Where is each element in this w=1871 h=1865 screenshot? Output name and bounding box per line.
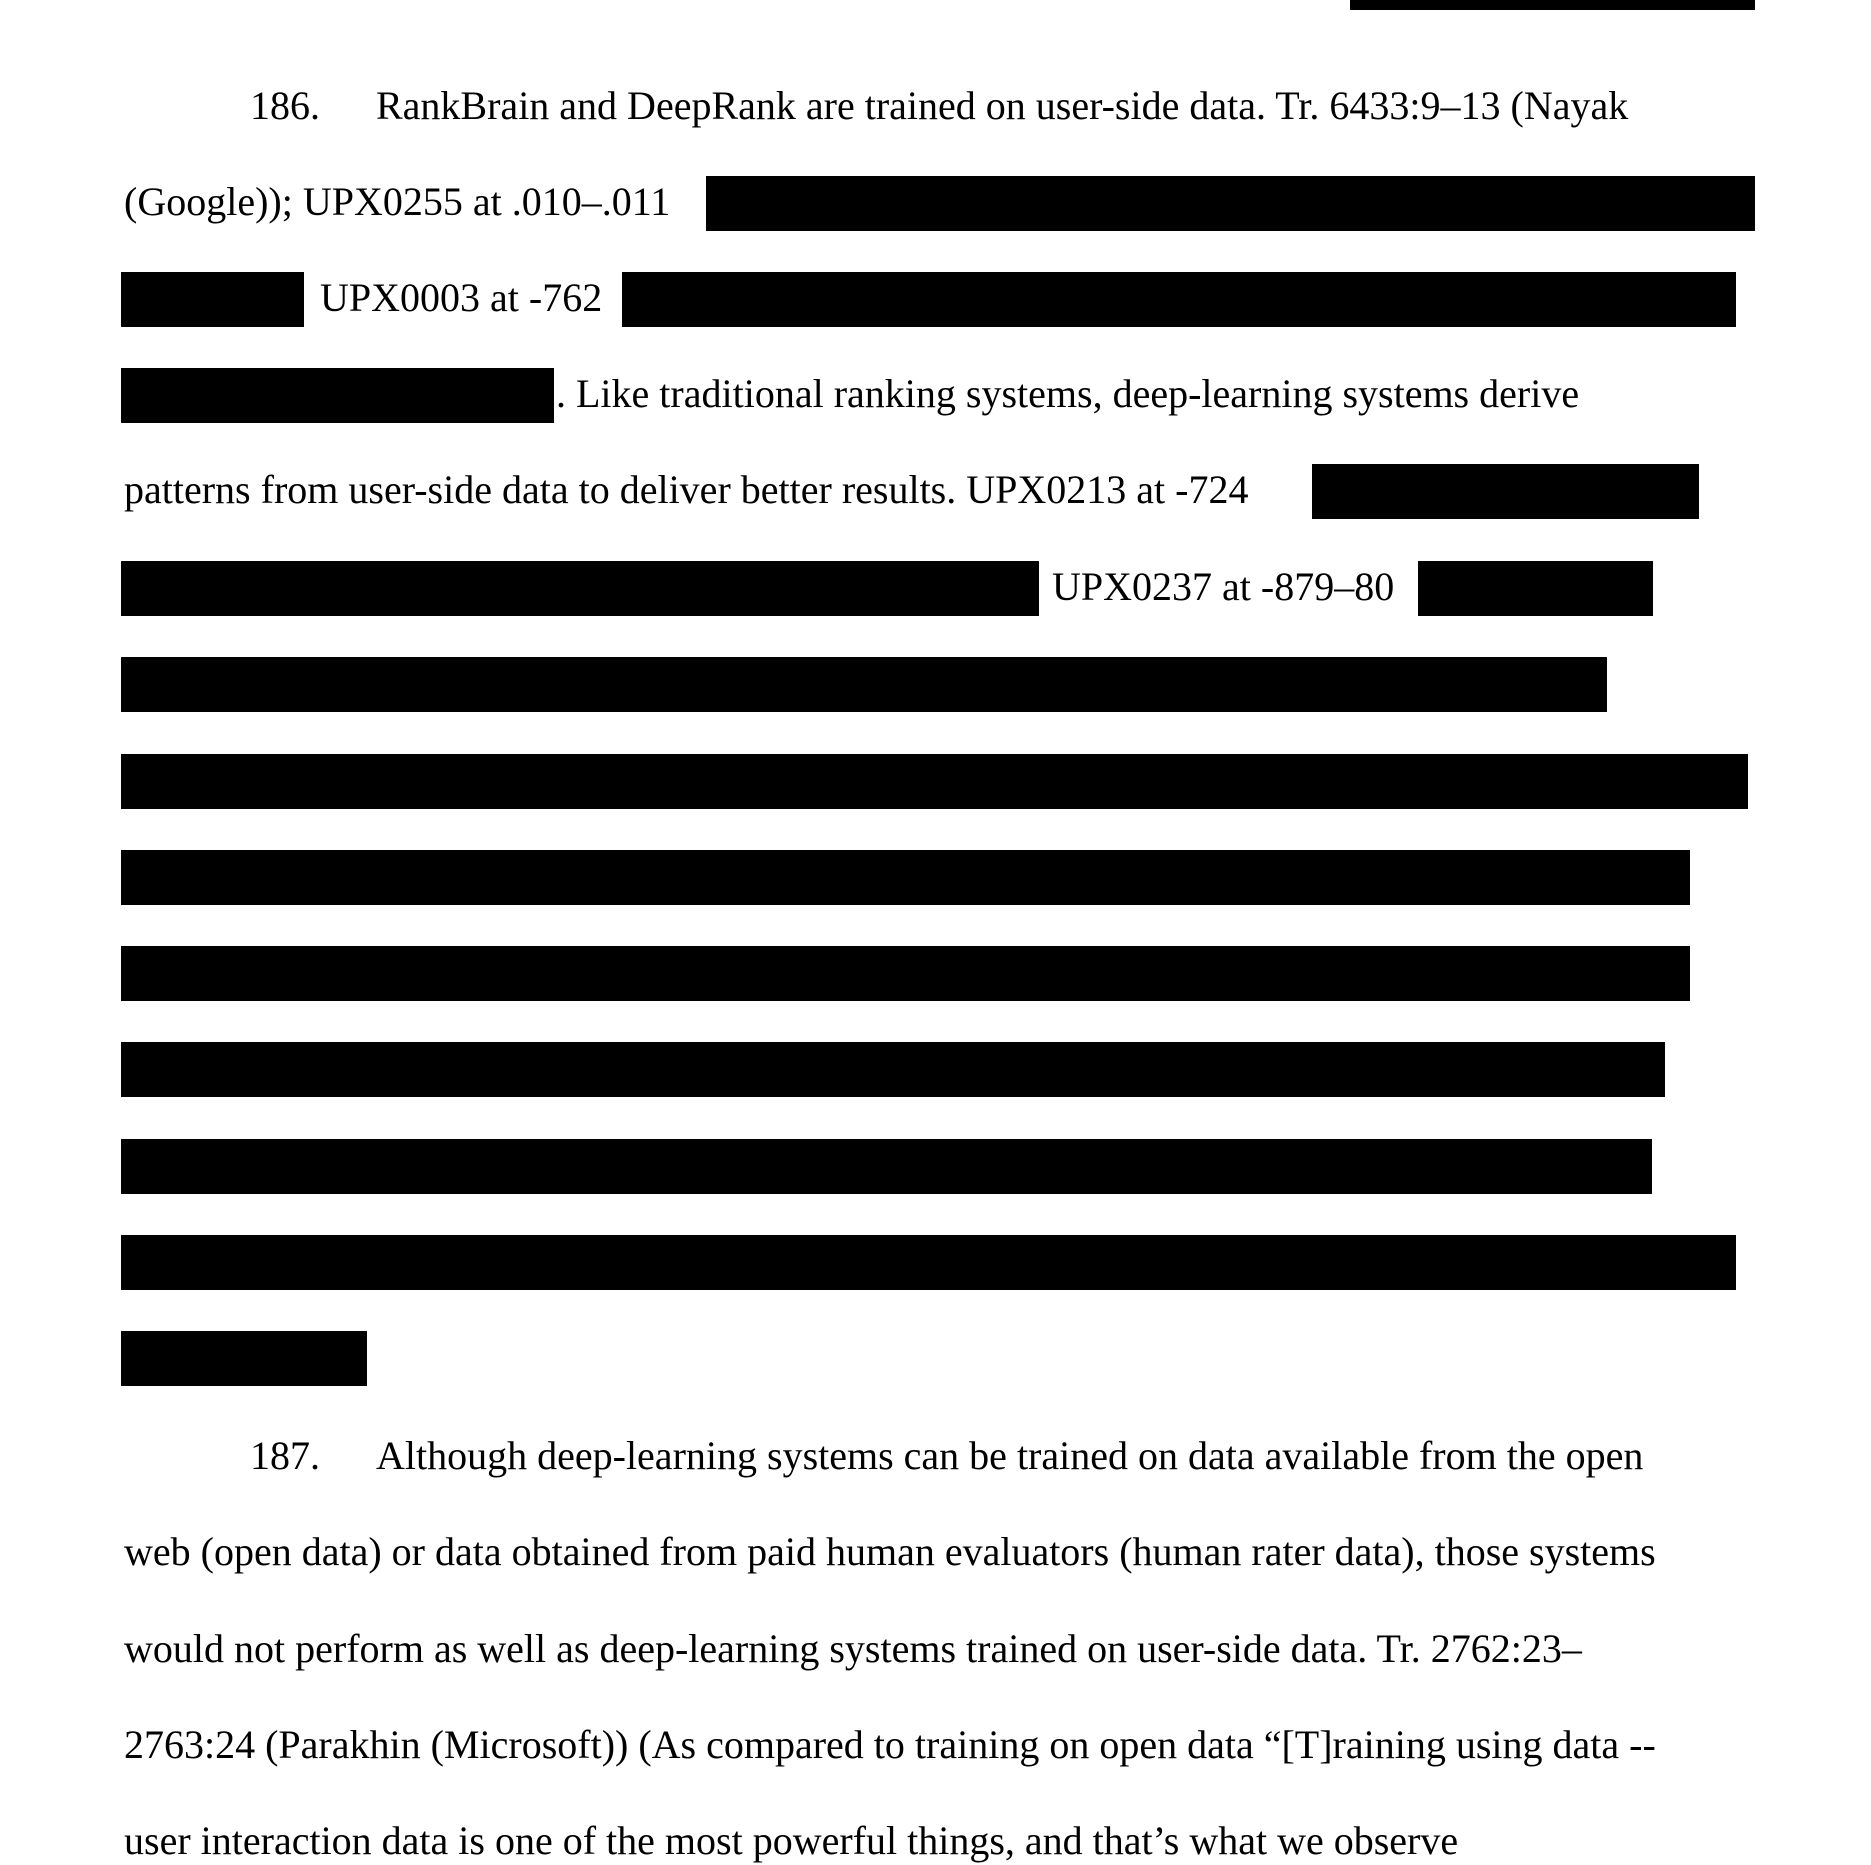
paragraph-number: 186. bbox=[250, 83, 320, 128]
redaction-block bbox=[121, 850, 1690, 905]
text-line: RankBrain and DeepRank are trained on user-side data. Tr. 6433:9–13 (Nayak bbox=[376, 83, 1629, 128]
redaction-block bbox=[1312, 464, 1699, 519]
text-line: UPX0003 at -762 bbox=[320, 275, 603, 320]
text-line: UPX0237 at -879–80 bbox=[1052, 564, 1395, 609]
redaction-block bbox=[121, 1042, 1665, 1097]
redaction-block bbox=[121, 272, 304, 327]
redaction-block bbox=[706, 176, 1755, 231]
redaction-block bbox=[121, 657, 1607, 712]
redaction-block bbox=[121, 368, 554, 423]
text-line: (Google)); UPX0255 at .010–.011 bbox=[124, 179, 671, 224]
text-line: patterns from user-side data to deliver better results. UPX0213 at -724 bbox=[124, 467, 1249, 512]
text-line: would not perform as well as deep-learning systems trained on user-side data. Tr. 2762:23– bbox=[124, 1626, 1582, 1671]
text-line: web (open data) or data obtained from paid human evaluators (human rater data), those systems bbox=[124, 1529, 1656, 1574]
paragraph-number: 187. bbox=[250, 1433, 320, 1478]
redaction-block bbox=[121, 1331, 367, 1386]
redaction-block bbox=[622, 272, 1736, 327]
redaction-block bbox=[121, 1235, 1736, 1290]
redaction-block bbox=[121, 946, 1690, 1001]
redaction-block bbox=[121, 561, 1039, 616]
text-line: user interaction data is one of the most powerful things, and that’s what we observe bbox=[124, 1818, 1459, 1863]
redaction-block bbox=[1350, 0, 1755, 10]
redaction-block bbox=[121, 1139, 1652, 1194]
text-line: 2763:24 (Parakhin (Microsoft)) (As compared to training on open data “[T]raining using data -- bbox=[124, 1722, 1656, 1767]
redaction-block bbox=[1418, 561, 1653, 616]
text-line: . Like traditional ranking systems, deep-learning systems derive bbox=[556, 371, 1580, 416]
redaction-block bbox=[121, 754, 1748, 809]
text-line: Although deep-learning systems can be trained on data available from the open bbox=[376, 1433, 1644, 1478]
